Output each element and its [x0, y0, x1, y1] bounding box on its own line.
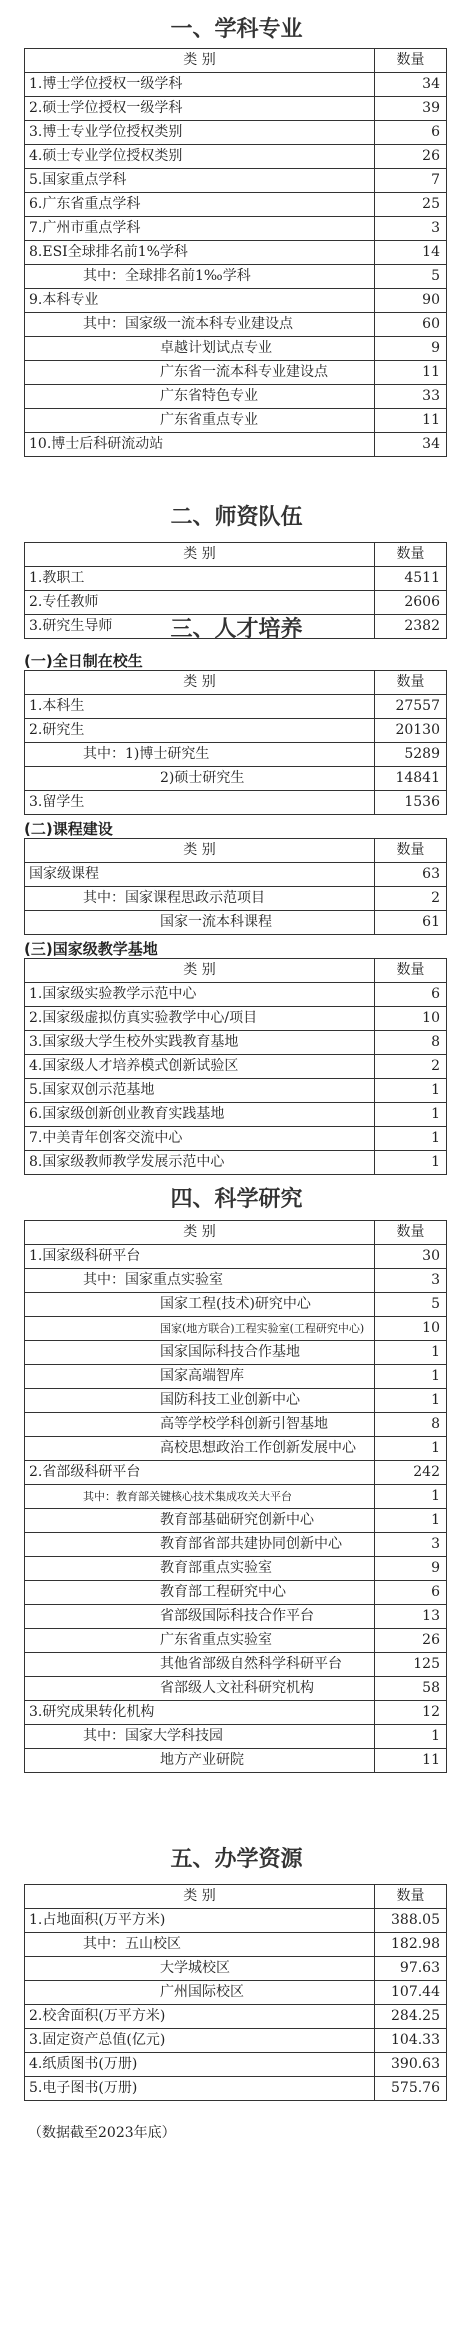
table-header [25, 543, 447, 567]
row-value: 30 [375, 1245, 447, 1269]
table-row [25, 241, 447, 265]
row-value: 5289 [375, 743, 447, 767]
row-value: 14841 [375, 767, 447, 791]
row-label: 4.纸质图书(万册) [25, 2053, 375, 2077]
table-row [25, 1629, 447, 1653]
row-label: 其中：国家课程思政示范项目 [25, 887, 375, 911]
row-value: 13 [375, 1605, 447, 1629]
table-header [25, 1885, 447, 1909]
row-value: 3 [375, 217, 447, 241]
table-row [25, 1581, 447, 1605]
row-label: 其中：全球排名前1‰学科 [25, 265, 375, 289]
row-label: 1.国家级科研平台 [25, 1245, 375, 1269]
table-row [25, 1127, 447, 1151]
table-row [25, 73, 447, 97]
row-value: 25 [375, 193, 447, 217]
table-row [25, 1365, 447, 1389]
table-row [25, 1957, 447, 1981]
row-value: 104.33 [375, 2029, 447, 2053]
table-row [25, 217, 447, 241]
row-value: 61 [375, 911, 447, 935]
row-label: 8.国家级教师教学发展示范中心 [25, 1151, 375, 1175]
row-label: 8.ESI全球排名前1%学科 [25, 241, 375, 265]
row-label: 5.电子图书(万册) [25, 2077, 375, 2101]
section-research [0, 1182, 473, 1213]
table-row [25, 1909, 447, 1933]
subsection-bases [0, 938, 473, 959]
row-value: 9 [375, 1557, 447, 1581]
row-value: 6 [375, 983, 447, 1007]
row-value: 11 [375, 409, 447, 433]
table-row [25, 1749, 447, 1773]
row-label: 国防科技工业创新中心 [25, 1389, 375, 1413]
table-header [25, 1221, 447, 1245]
table-row [25, 145, 447, 169]
row-value: 26 [375, 145, 447, 169]
table-row [25, 2053, 447, 2077]
row-label: 7.中美青年创客交流中心 [25, 1127, 375, 1151]
row-label: 4.国家级人才培养模式创新试验区 [25, 1055, 375, 1079]
table-row [25, 2029, 447, 2053]
row-value: 284.25 [375, 2005, 447, 2029]
row-value: 1 [375, 1079, 447, 1103]
row-label: 其中：教育部关键核心技术集成攻关大平台 [25, 1485, 375, 1509]
row-label: 其中：国家级一流本科专业建设点 [25, 313, 375, 337]
section-title: 一、学科专业 [170, 16, 303, 42]
row-label: 2.研究生 [25, 719, 375, 743]
table-row [25, 911, 447, 935]
row-value: 1 [375, 1127, 447, 1151]
table-header [25, 49, 447, 73]
row-label: 3.留学生 [25, 791, 375, 815]
row-label: 国家一流本科课程 [25, 911, 375, 935]
row-value: 6 [375, 1581, 447, 1605]
row-value: 388.05 [375, 1909, 447, 1933]
table-row [25, 1509, 447, 1533]
table-row [25, 1055, 447, 1079]
table-row [25, 121, 447, 145]
resources-table [24, 1884, 447, 2101]
table-row [25, 2005, 447, 2029]
row-value: 39 [375, 97, 447, 121]
row-label: 国家国际科技合作基地 [25, 1341, 375, 1365]
row-label: 省部级国际科技合作平台 [25, 1605, 375, 1629]
row-value: 10 [375, 1317, 447, 1341]
row-label: 3.国家级大学生校外实践教育基地 [25, 1031, 375, 1055]
row-value: 1 [375, 1341, 447, 1365]
table-row [25, 289, 447, 313]
bases-table [24, 958, 447, 1175]
table-row [25, 1725, 447, 1749]
table-row [25, 1245, 447, 1269]
row-label: 2.硕士学位授权一级学科 [25, 97, 375, 121]
row-label: 3.研究生导师 [25, 615, 375, 639]
count-header: 数量 [375, 1885, 447, 1909]
row-value: 1 [375, 1365, 447, 1389]
table-row [25, 1317, 447, 1341]
row-value: 20130 [375, 719, 447, 743]
row-value: 97.63 [375, 1957, 447, 1981]
row-label: 广东省特色专业 [25, 385, 375, 409]
row-label: 4.硕士专业学位授权类别 [25, 145, 375, 169]
research-table-wrap [0, 1220, 473, 1773]
table-row [25, 863, 447, 887]
section-talent [0, 612, 473, 643]
section-disciplines-table-wrap [0, 48, 473, 457]
table-row [25, 193, 447, 217]
row-label: 6.国家级创新创业教育实践基地 [25, 1103, 375, 1127]
data-note: （数据截至2023年底） [28, 2125, 176, 2141]
table-row [25, 1293, 447, 1317]
row-label: 7.广州市重点学科 [25, 217, 375, 241]
table-row [25, 1007, 447, 1031]
row-label: 2.省部级科研平台 [25, 1461, 375, 1485]
row-value: 2382 [375, 615, 447, 639]
section-title: 二、师资队伍 [170, 504, 303, 530]
table-row [25, 887, 447, 911]
row-label: 1.本科生 [25, 695, 375, 719]
row-value: 5 [375, 265, 447, 289]
category-header: 类 别 [25, 959, 375, 983]
subsection-enrolled [0, 650, 473, 671]
row-value: 2606 [375, 591, 447, 615]
row-label: 5.国家双创示范基地 [25, 1079, 375, 1103]
footnote-wrap [0, 2122, 473, 2142]
row-label: 卓越计划试点专业 [25, 337, 375, 361]
section-resources [0, 1842, 473, 1873]
row-value: 90 [375, 289, 447, 313]
table-row [25, 1341, 447, 1365]
table-row [25, 1533, 447, 1557]
row-value: 107.44 [375, 1981, 447, 2005]
row-value: 14 [375, 241, 447, 265]
row-value: 1 [375, 1725, 447, 1749]
row-value: 2 [375, 887, 447, 911]
row-value: 125 [375, 1653, 447, 1677]
row-value: 1536 [375, 791, 447, 815]
row-value: 242 [375, 1461, 447, 1485]
row-value: 10 [375, 1007, 447, 1031]
table-row [25, 385, 447, 409]
table-row [25, 567, 447, 591]
table-row [25, 791, 447, 815]
row-value: 9 [375, 337, 447, 361]
table-row [25, 361, 447, 385]
count-header: 数量 [375, 49, 447, 73]
row-label: 广东省一流本科专业建设点 [25, 361, 375, 385]
row-value: 8 [375, 1413, 447, 1437]
row-label: 9.本科专业 [25, 289, 375, 313]
table-row [25, 1605, 447, 1629]
section-title: 四、科学研究 [170, 1186, 303, 1212]
row-value: 3 [375, 1533, 447, 1557]
subsection-title: (三)国家级教学基地 [24, 940, 158, 958]
row-label: 高校思想政治工作创新发展中心 [25, 1437, 375, 1461]
row-label: 2.校舍面积(万平方米) [25, 2005, 375, 2029]
table-row [25, 1269, 447, 1293]
count-header: 数量 [375, 839, 447, 863]
row-label: 6.广东省重点学科 [25, 193, 375, 217]
row-label: 1.国家级实验教学示范中心 [25, 983, 375, 1007]
row-label: 其他省部级自然科学科研平台 [25, 1653, 375, 1677]
section-title: 五、办学资源 [170, 1846, 303, 1872]
row-label: 1.占地面积(万平方米) [25, 1909, 375, 1933]
table-header [25, 671, 447, 695]
row-label: 广东省重点实验室 [25, 1629, 375, 1653]
row-label: 地方产业研院 [25, 1749, 375, 1773]
table-row [25, 1701, 447, 1725]
row-value: 1 [375, 1151, 447, 1175]
table-row [25, 1151, 447, 1175]
row-value: 34 [375, 433, 447, 457]
table-row [25, 719, 447, 743]
table-header [25, 959, 447, 983]
row-label: 教育部基础研究创新中心 [25, 1509, 375, 1533]
table-row [25, 1461, 447, 1485]
row-label: 10.博士后科研流动站 [25, 433, 375, 457]
count-header: 数量 [375, 543, 447, 567]
row-label: 大学城校区 [25, 1957, 375, 1981]
section-disciplines [0, 12, 473, 43]
table-row [25, 1485, 447, 1509]
row-label: 5.国家重点学科 [25, 169, 375, 193]
table-row [25, 313, 447, 337]
research-table [24, 1220, 447, 1773]
row-label: 教育部重点实验室 [25, 1557, 375, 1581]
table-row [25, 2077, 447, 2101]
row-value: 34 [375, 73, 447, 97]
row-value: 8 [375, 1031, 447, 1055]
count-header: 数量 [375, 1221, 447, 1245]
table-row [25, 767, 447, 791]
row-value: 58 [375, 1677, 447, 1701]
row-label: 国家工程(技术)研究中心 [25, 1293, 375, 1317]
row-value: 182.98 [375, 1933, 447, 1957]
count-header: 数量 [375, 959, 447, 983]
table-row [25, 983, 447, 1007]
table-row [25, 1653, 447, 1677]
enrolled-table-wrap [0, 670, 473, 815]
row-value: 11 [375, 361, 447, 385]
row-label: 3.固定资产总值(亿元) [25, 2029, 375, 2053]
table-row [25, 265, 447, 289]
row-label: 广州国际校区 [25, 1981, 375, 2005]
table-row [25, 1677, 447, 1701]
table-row [25, 169, 447, 193]
row-value: 33 [375, 385, 447, 409]
bases-table-wrap [0, 958, 473, 1175]
table-row [25, 743, 447, 767]
row-value: 27557 [375, 695, 447, 719]
courses-table-wrap [0, 838, 473, 935]
table-row [25, 1103, 447, 1127]
table-header [25, 839, 447, 863]
row-label: 国家级课程 [25, 863, 375, 887]
disciplines-table [24, 48, 447, 457]
row-value: 26 [375, 1629, 447, 1653]
table-row [25, 1437, 447, 1461]
row-value: 2 [375, 1055, 447, 1079]
row-label: 2)硕士研究生 [25, 767, 375, 791]
category-header: 类 别 [25, 671, 375, 695]
table-row [25, 433, 447, 457]
row-label: 其中：1)博士研究生 [25, 743, 375, 767]
subsection-courses [0, 818, 473, 839]
row-value: 4511 [375, 567, 447, 591]
row-label: 2.专任教师 [25, 591, 375, 615]
row-value: 1 [375, 1389, 447, 1413]
section-faculty [0, 500, 473, 531]
enrolled-table [24, 670, 447, 815]
row-value: 3 [375, 1269, 447, 1293]
category-header: 类 别 [25, 1221, 375, 1245]
section-title: 三、人才培养 [170, 616, 303, 642]
row-label: 教育部省部共建协同创新中心 [25, 1533, 375, 1557]
row-value: 12 [375, 1701, 447, 1725]
table-row [25, 591, 447, 615]
table-row [25, 1981, 447, 2005]
row-label: 国家高端智库 [25, 1365, 375, 1389]
count-header: 数量 [375, 671, 447, 695]
subsection-title: (一)全日制在校生 [24, 652, 143, 670]
row-label: 广东省重点专业 [25, 409, 375, 433]
row-label: 其中：国家重点实验室 [25, 1269, 375, 1293]
row-value: 575.76 [375, 2077, 447, 2101]
row-label: 教育部工程研究中心 [25, 1581, 375, 1605]
row-value: 60 [375, 313, 447, 337]
table-row [25, 337, 447, 361]
row-label: 其中：五山校区 [25, 1933, 375, 1957]
row-value: 7 [375, 169, 447, 193]
category-header: 类 别 [25, 49, 375, 73]
table-row [25, 1413, 447, 1437]
category-header: 类 别 [25, 839, 375, 863]
row-label: 其中：国家大学科技园 [25, 1725, 375, 1749]
subsection-title: (二)课程建设 [24, 820, 113, 838]
category-header: 类 别 [25, 1885, 375, 1909]
category-header: 类 别 [25, 543, 375, 567]
row-label: 2.国家级虚拟仿真实验教学中心/项目 [25, 1007, 375, 1031]
table-row [25, 1079, 447, 1103]
table-row [25, 1031, 447, 1055]
table-row [25, 409, 447, 433]
row-label: 省部级人文社科研究机构 [25, 1677, 375, 1701]
row-label: 国家(地方联合)工程实验室(工程研究中心) [25, 1317, 375, 1341]
row-value: 1 [375, 1437, 447, 1461]
table-row [25, 1389, 447, 1413]
row-value: 5 [375, 1293, 447, 1317]
row-value: 1 [375, 1103, 447, 1127]
table-row [25, 1557, 447, 1581]
row-label: 3.研究成果转化机构 [25, 1701, 375, 1725]
row-label: 3.博士专业学位授权类别 [25, 121, 375, 145]
table-row [25, 1933, 447, 1957]
row-label: 1.教职工 [25, 567, 375, 591]
row-label: 1.博士学位授权一级学科 [25, 73, 375, 97]
row-value: 6 [375, 121, 447, 145]
table-row [25, 695, 447, 719]
row-label: 高等学校学科创新引智基地 [25, 1413, 375, 1437]
table-row [25, 97, 447, 121]
courses-table [24, 838, 447, 935]
resources-table-wrap [0, 1884, 473, 2101]
row-value: 390.63 [375, 2053, 447, 2077]
row-value: 11 [375, 1749, 447, 1773]
row-value: 1 [375, 1509, 447, 1533]
row-value: 63 [375, 863, 447, 887]
row-value: 1 [375, 1485, 447, 1509]
